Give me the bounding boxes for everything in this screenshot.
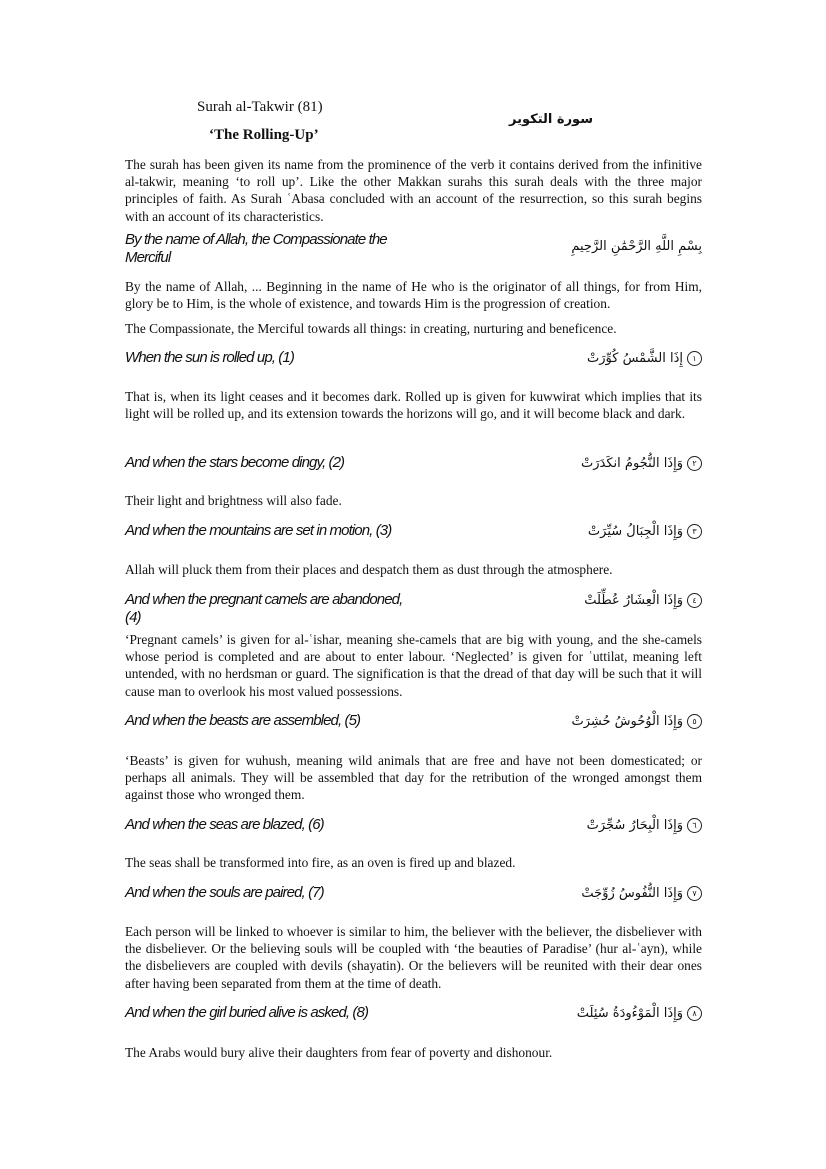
verse-7-arabic xyxy=(581,886,702,901)
verse-5-comment: ‘Beasts’ is given for wuhush, meaning wild animals that are free and have not been domesticated; or perhaps all animals. They will be assembled that day for the retribution of the wronged amongst them against those who wronged them. xyxy=(125,753,702,803)
verse-1-arabic-text: إِذَا الشَّمْسُ كُوِّرَتْ xyxy=(587,351,683,366)
verse-3-arabic xyxy=(588,524,702,539)
basmala-english: By the name of Allah, the Compassionate the Merciful xyxy=(125,231,387,266)
basmala-comment-2: The Compassionate, the Merciful towards all things: in creating, nurturing and beneficence. xyxy=(125,321,617,336)
surah-subtitle: ‘The Rolling-Up’ xyxy=(209,127,319,143)
verse-8-number: ٨ xyxy=(687,1006,702,1021)
verse-2-english: And when the stars become dingy, (2) xyxy=(125,454,345,471)
verse-3-number: ٣ xyxy=(687,524,702,539)
basmala-comment: By the name of Allah, ... Beginning in the name of He who is the originator of all things, for from Him, glory be to Him, is the whole of existence, and towards Him is the progression of creation. xyxy=(125,279,702,312)
basmala-arabic: بِسْمِ اللَّهِ الرَّحْمَٰنِ الرَّحِيمِ xyxy=(571,239,702,254)
arabic-surah-title: سورة التكوير xyxy=(509,112,593,127)
verse-6-comment: The seas shall be transformed into fire, as an oven is fired up and blazed. xyxy=(125,855,516,870)
verse-1-arabic xyxy=(587,351,702,366)
verse-7-number: ٧ xyxy=(687,886,702,901)
verse-2-comment: Their light and brightness will also fade. xyxy=(125,493,342,508)
verse-7-arabic-text: وَإِذَا النُّفُوسُ زُوِّجَتْ xyxy=(581,886,683,901)
verse-5-arabic-text: وَإِذَا الْوُحُوشُ حُشِرَتْ xyxy=(571,714,683,729)
verse-4-comment: ‘Pregnant camels’ is given for al-ʿishar, meaning she-camels that are big with young, and the she-camels whose period is completed and are about to enter labour. ‘Neglected’ is given for ʿuttilat, meaning left untended, with no herdsman or guard. The signification is that the dread of that day will be such that it will cause man to overlook his most valued possessions. xyxy=(125,632,702,699)
verse-5-number: ٥ xyxy=(687,714,702,729)
verse-7-english: And when the souls are paired, (7) xyxy=(125,884,324,901)
verse-5-arabic xyxy=(571,714,702,729)
verse-1-number: ١ xyxy=(687,351,702,366)
verse-3-comment: Allah will pluck them from their places and despatch them as dust through the atmosphere. xyxy=(125,562,613,577)
verse-8-english: And when the girl buried alive is asked, (8) xyxy=(125,1004,369,1021)
verse-6-english: And when the seas are blazed, (6) xyxy=(125,816,324,833)
verse-4-english: And when the pregnant camels are abandoned, (4) xyxy=(125,591,403,626)
verse-4-arabic xyxy=(584,593,702,608)
verse-3-english: And when the mountains are set in motion, (3) xyxy=(125,522,392,539)
verse-4-arabic-text: وَإِذَا الْعِشَارُ عُطِّلَتْ xyxy=(584,593,683,608)
verse-1-english: When the sun is rolled up, (1) xyxy=(125,349,294,366)
verse-1-comment: That is, when its light ceases and it becomes dark. Rolled up is given for kuwwirat which implies that its light will be rolled up, and its extension towards the horizons will go, and it will become black and dark. xyxy=(125,389,702,422)
verse-3-arabic-text: وَإِذَا الْجِبَالُ سُيِّرَتْ xyxy=(587,524,683,539)
intro-paragraph: The surah has been given its name from the prominence of the verb it contains derived from the infinitive al-takwir, meaning ‘to roll up’. Like the other Makkan surahs this surah deals with the three major principles of faith. As Surah ʿAbasa concluded with an account of the resurrection, so this surah begins with an account of its characteristics. xyxy=(125,157,702,224)
verse-2-arabic xyxy=(581,456,702,471)
verse-6-arabic-text: وَإِذَا الْبِحَارُ سُجِّرَتْ xyxy=(586,818,683,833)
verse-8-arabic xyxy=(577,1006,702,1021)
verse-4-number: ٤ xyxy=(687,593,702,608)
verse-2-number: ٢ xyxy=(687,456,702,471)
verse-6-number: ٦ xyxy=(687,818,702,833)
verse-8-comment: The Arabs would bury alive their daughters from fear of poverty and dishonour. xyxy=(125,1045,553,1060)
verse-2-arabic-text: وَإِذَا النُّجُومُ انكَدَرَتْ xyxy=(581,456,683,471)
verse-8-arabic-text: وَإِذَا الْمَوْءُودَةُ سُئِلَتْ xyxy=(576,1006,683,1021)
surah-title: Surah al-Takwir (81) xyxy=(197,99,323,115)
verse-6-arabic xyxy=(587,818,702,833)
verse-5-english: And when the beasts are assembled, (5) xyxy=(125,712,361,729)
verse-7-comment: Each person will be linked to whoever is similar to him, the believer with the believer, the disbeliever with the disbeliever. Or the believing souls will be coupled with ‘the beauties of Paradise’ (hur al-ʿayn), while the disbelievers are coupled with devils (shayatin). Or the believers will be reunited with their dear ones after having been separated from them at the time of death. xyxy=(125,924,702,991)
